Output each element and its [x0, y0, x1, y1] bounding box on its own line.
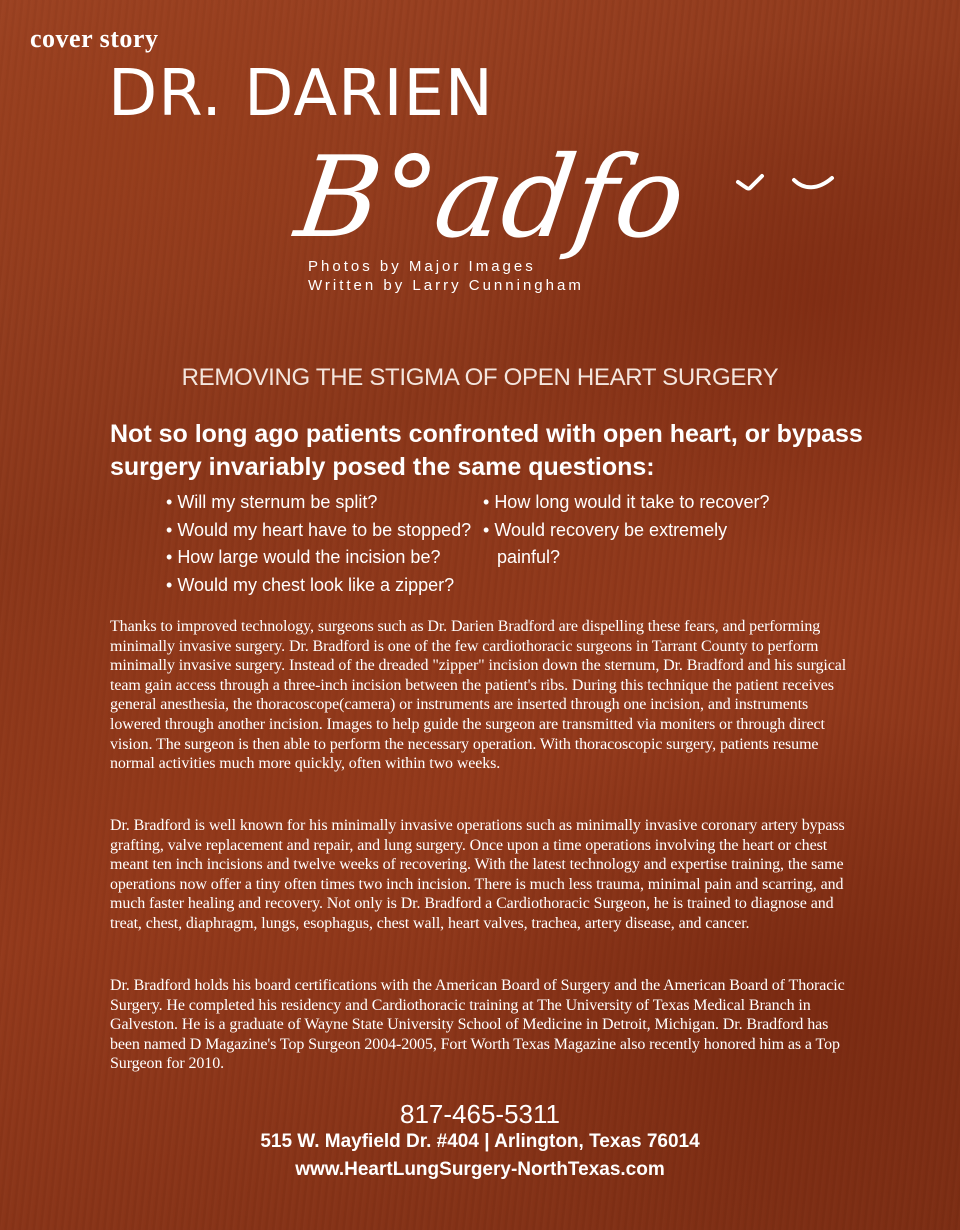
writer-credit: Written by Larry Cunningham: [308, 277, 584, 294]
section-label: cover story: [30, 24, 159, 53]
contact-website[interactable]: www.HeartLungSurgery-NorthTexas.com: [295, 1159, 665, 1180]
list-item: • How long would it take to recover?: [483, 489, 773, 517]
body-paragraph-1: Thanks to improved technology, surgeons such as Dr. Darien Bradford are dispelling these fears, and performing minimally invasive surgery. Dr. Bradford is one of the few cardiothoracic surgeons in Tarrant County to perform minimally invasive surgery. Instead of the dreaded "zipper" incision down the sternum, Dr. Bradford and his surgical team gain access through a three-inch incision between the patient's ribs. During this technique the patient receives general anesthesia, the thoracoscope(camera) or instruments are inserted through one incision, and instruments lowered through another incision. Images to help guide the surgeon are transmitted via moniters or through direct vision. The surgeon is then able to perform the necessary operation. With thoracoscopic surgery, patients resume normal activities much more quickly, often within two weeks.: [110, 618, 847, 773]
list-item: • Would recovery be extremely painful?: [483, 517, 773, 572]
questions-list-left: [166, 489, 476, 599]
script-swash-decoration: [700, 170, 840, 320]
body-paragraph-2: Dr. Bradford is well known for his minimally invasive operations such as minimally invasive coronary artery bypass grafting, valve replacement and repair, and lung surgery. Once upon a time operations involving the heart or chest meant ten inch incisions and twelve weeks of recovering. With the latest technology and expertise training, the same operations now offer a tiny often times two inch incision. There is much less trauma, minimal pain and scarring, and much faster healing and recovery. Not only is Dr. Bradford a Cardiothoracic Surgeon, he is trained to diagnose and treat, chest, diaphragm, lungs, esophagus, chest wall, heart valves, trachea, artery disease, and cancer.: [110, 817, 845, 932]
doctor-name-heading: DR. DARIEN: [108, 57, 494, 131]
body-paragraph-3: Dr. Bradford holds his board certifications with the American Board of Surgery and the American Board of Thoracic Surgery. He completed his residency and Cardiothoracic training at The University of Texas Medical Branch in Galveston. He is a graduate of Wayne State University School of Medicine in Detroit, Michigan. Dr. Bradford has been named D Magazine's Top Surgeon 2004-2005, Fort Worth Texas Magazine also recently honored him as a Top Surgeon for 2010.: [110, 977, 845, 1073]
contact-phone: 817-465-5311: [400, 1099, 560, 1129]
list-item: • Would my chest look like a zipper?: [166, 572, 476, 600]
article-subtitle: REMOVING THE STIGMA OF OPEN HEART SURGERY: [181, 364, 779, 391]
contact-address: 515 W. Mayfield Dr. #404 | Arlington, Texas 76014: [260, 1131, 700, 1152]
list-item: • How large would the incision be?: [166, 544, 476, 572]
list-item: • Would my heart have to be stopped?: [166, 517, 476, 545]
script-surname: B°adfo: [288, 133, 693, 263]
questions-list-right: [483, 489, 773, 572]
photo-credit: Photos by Major Images: [308, 258, 536, 275]
photo-writer-credits: [308, 257, 584, 295]
list-item: • Will my sternum be split?: [166, 489, 476, 517]
lead-paragraph: Not so long ago patients confronted with open heart, or bypass surgery invariably posed the same questions:: [110, 420, 863, 481]
